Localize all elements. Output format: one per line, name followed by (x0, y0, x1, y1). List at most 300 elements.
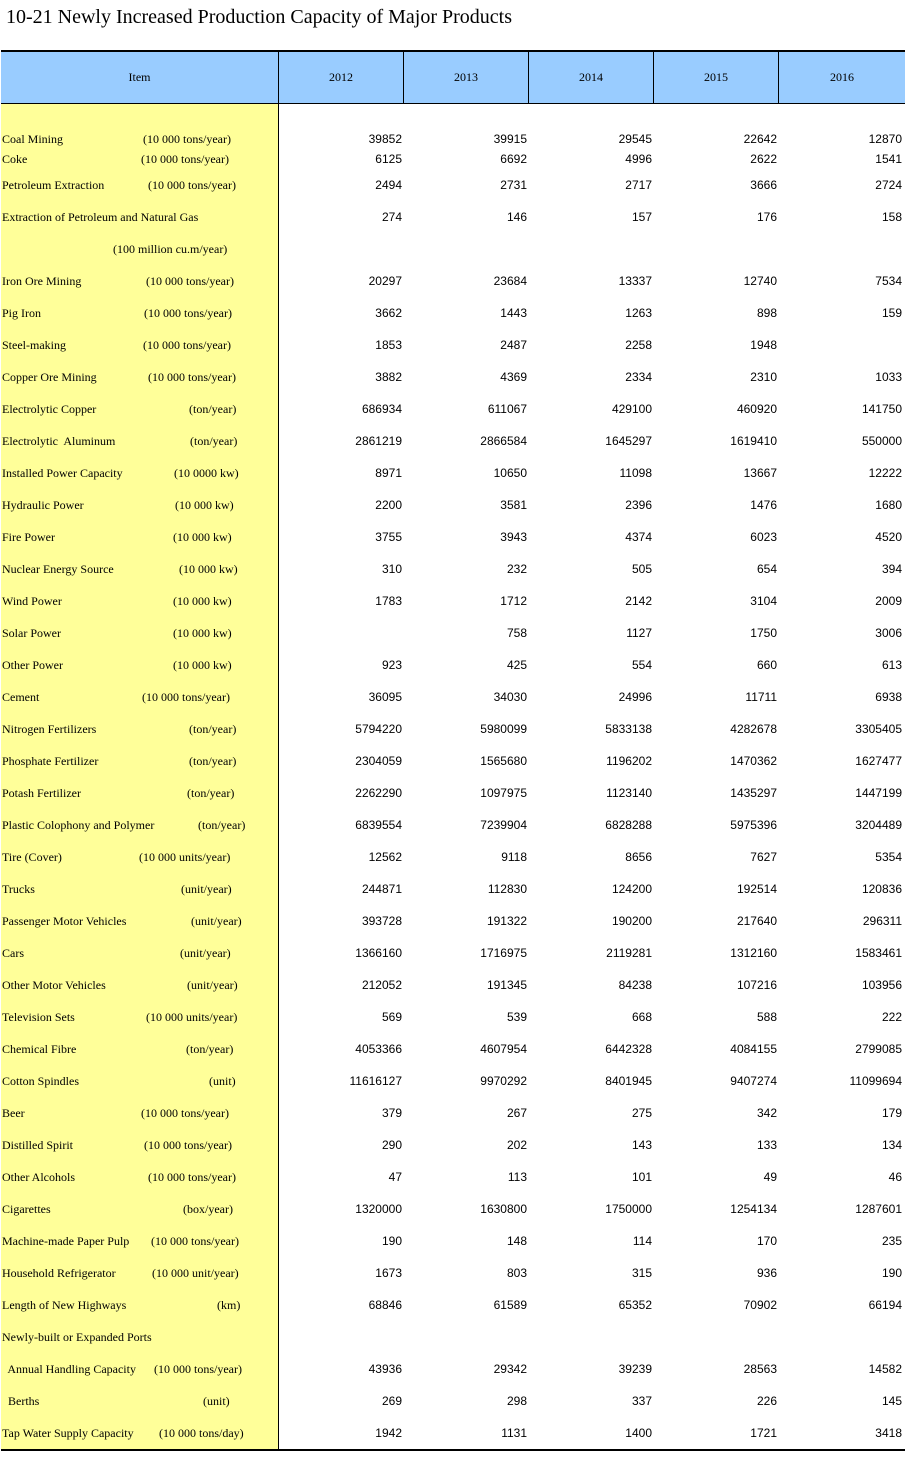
item-row (1, 1393, 278, 1409)
value-cell: 393728 (361, 914, 402, 928)
item-row (1, 369, 278, 385)
item-unit: (unit/year) (191, 914, 242, 928)
item-row (1, 1041, 278, 1057)
item-name: Cigarettes (2, 1202, 51, 1216)
item-row (1, 209, 278, 225)
item-name: Length of New Highways (2, 1298, 127, 1312)
value-cell: 12870 (868, 132, 902, 146)
item-row (1, 689, 278, 705)
item-row (1, 561, 278, 577)
value-cell: 11711 (745, 690, 777, 704)
item-row (1, 625, 278, 641)
item-unit: (ton/year) (189, 754, 237, 768)
value-cell: 8971 (375, 466, 402, 480)
value-cell: 2304059 (355, 754, 402, 768)
value-cell: 145 (881, 1394, 902, 1408)
value-cell: 6125 (375, 152, 402, 166)
value-cell: 2009 (875, 594, 902, 608)
item-name: Cement (2, 690, 40, 704)
value-cell: 275 (631, 1106, 652, 1120)
value-cell: 2494 (375, 178, 402, 192)
item-name: Coal Mining (2, 132, 64, 146)
item-name: Other Alcohols (2, 1170, 75, 1184)
table-row (279, 369, 905, 385)
item-unit: (km) (217, 1298, 241, 1312)
value-cell: 14582 (868, 1362, 902, 1376)
value-cell: 6828288 (605, 818, 652, 832)
table-row (279, 977, 905, 993)
value-cell: 6692 (500, 152, 527, 166)
table-row (279, 817, 905, 833)
table-row (279, 1041, 905, 1057)
value-cell: 28563 (743, 1362, 777, 1376)
item-unit: (10 000 tons/year) (143, 132, 231, 146)
table-row (279, 721, 905, 737)
item-name: Electrolytic Aluminum (2, 434, 116, 448)
item-unit: (ton/year) (186, 1042, 234, 1056)
item-unit: (unit) (203, 1394, 230, 1408)
item-unit: (10 000 kw) (179, 562, 238, 576)
value-cell: 2861219 (355, 434, 402, 448)
value-cell: 11616127 (349, 1074, 402, 1088)
item-name: Pig Iron (2, 306, 41, 320)
value-cell: 550000 (861, 434, 902, 448)
item-row (1, 1233, 278, 1249)
item-name: Household Refrigerator (2, 1266, 116, 1280)
table-row (279, 913, 905, 929)
table-row (279, 881, 905, 897)
value-cell: 143 (631, 1138, 652, 1152)
item-unit: (10 000 kw) (173, 530, 232, 544)
item-name: Chemical Fibre (2, 1042, 77, 1056)
value-cell: 68846 (368, 1298, 402, 1312)
value-cell: 1435297 (730, 786, 777, 800)
value-cell: 5833138 (605, 722, 652, 736)
value-cell: 8656 (625, 850, 652, 864)
item-unit: (10 000 kw) (173, 594, 232, 608)
item-row (1, 465, 278, 481)
value-cell: 267 (506, 1106, 527, 1120)
item-name: Electrolytic Copper (2, 402, 97, 416)
table-header (1, 52, 905, 104)
item-row (1, 1073, 278, 1089)
table-row (279, 1137, 905, 1153)
value-cell: 539 (506, 1010, 527, 1024)
value-cell: 65352 (618, 1298, 652, 1312)
value-cell: 4084155 (730, 1042, 777, 1056)
table-row (279, 465, 905, 481)
item-row (1, 881, 278, 897)
value-cell: 1750 (750, 626, 777, 640)
item-name: Cotton Spindles (2, 1074, 80, 1088)
table-row (279, 1361, 905, 1377)
value-cell: 1630800 (480, 1202, 527, 1216)
value-cell: 217640 (736, 914, 777, 928)
value-cell: 1716975 (480, 946, 527, 960)
value-cell: 2866584 (480, 434, 527, 448)
value-cell: 11098 (619, 466, 652, 480)
value-cell: 1127 (626, 626, 652, 640)
value-cell: 36095 (368, 690, 402, 704)
item-row (1, 945, 278, 961)
value-cell: 2334 (625, 370, 652, 384)
item-unit: (10 000 tons/year) (146, 274, 234, 288)
item-name: Other Motor Vehicles (2, 978, 106, 992)
value-cell: 3666 (750, 178, 777, 192)
item-unit: (10 000 tons/year) (148, 370, 236, 384)
value-cell: 5980099 (480, 722, 527, 736)
item-name: Cars (2, 946, 24, 960)
item-name: Plastic Colophony and Polymer (2, 818, 155, 832)
value-cell: 1254134 (730, 1202, 777, 1216)
value-cell: 298 (506, 1394, 527, 1408)
value-cell: 84238 (618, 978, 652, 992)
value-cell: 3581 (500, 498, 527, 512)
value-cell: 114 (632, 1234, 652, 1248)
value-cell: 176 (756, 210, 777, 224)
item-row (1, 529, 278, 545)
value-cell: 5354 (875, 850, 902, 864)
value-cell: 1033 (875, 370, 902, 384)
table-row (279, 1009, 905, 1025)
value-cell: 61589 (493, 1298, 527, 1312)
table-row (279, 305, 905, 321)
table-row (279, 1329, 905, 1345)
item-row (1, 337, 278, 353)
item-name: Trucks (2, 882, 35, 896)
value-cell: 192514 (736, 882, 777, 896)
table-row (279, 497, 905, 513)
table-row (279, 1201, 905, 1217)
value-cell: 158 (881, 210, 902, 224)
value-cell: 2799085 (855, 1042, 902, 1056)
value-cell: 113 (507, 1170, 527, 1184)
item-unit: (10 000 tons/year) (143, 338, 231, 352)
value-cell: 3418 (875, 1426, 902, 1440)
value-cell: 1627477 (855, 754, 902, 768)
table-row (279, 529, 905, 545)
value-cell: 29342 (493, 1362, 527, 1376)
item-name: Phosphate Fertilizer (2, 754, 99, 768)
value-cell: 3755 (375, 530, 402, 544)
item-name: Tap Water Supply Capacity (2, 1426, 134, 1440)
item-name: Steel-making (2, 338, 66, 352)
value-cell: 1750000 (605, 1202, 652, 1216)
item-row (1, 721, 278, 737)
item-name: Annual Handling Capacity (2, 1362, 136, 1376)
value-cell: 3662 (375, 306, 402, 320)
table-row (279, 1169, 905, 1185)
item-unit: (unit) (209, 1074, 236, 1088)
value-cell: 8401945 (605, 1074, 652, 1088)
value-cell: 39852 (368, 132, 402, 146)
value-cell: 39239 (618, 1362, 652, 1376)
table-row (279, 785, 905, 801)
value-cell: 170 (756, 1234, 777, 1248)
item-row (1, 1329, 278, 1345)
value-cell: 1476 (750, 498, 777, 512)
header-year: 2013 (404, 52, 529, 103)
value-cell: 4374 (625, 530, 652, 544)
value-cell: 7534 (875, 274, 902, 288)
item-name: Beer (2, 1106, 25, 1120)
value-cell: 613 (881, 658, 902, 672)
value-cell: 1400 (625, 1426, 652, 1440)
value-cell: 1565680 (480, 754, 527, 768)
item-name: Other Power (2, 658, 63, 672)
value-cell: 191345 (486, 978, 527, 992)
value-cell: 112830 (487, 882, 527, 896)
value-cell: 1645297 (605, 434, 652, 448)
item-row (1, 977, 278, 993)
value-cell: 936 (756, 1266, 777, 1280)
value-cell: 1541 (875, 152, 902, 166)
value-cell: 5975396 (730, 818, 777, 832)
value-cell: 803 (506, 1266, 527, 1280)
item-unit: (10 000 tons/year) (148, 178, 236, 192)
table-row (279, 131, 905, 147)
value-cell: 148 (506, 1234, 527, 1248)
value-cell: 3104 (750, 594, 777, 608)
value-cell: 429100 (611, 402, 652, 416)
item-name: Newly-built or Expanded Ports (2, 1330, 152, 1344)
item-name: Tire (Cover) (2, 850, 62, 864)
item-row (1, 305, 278, 321)
value-cell: 2142 (625, 594, 652, 608)
value-cell: 660 (756, 658, 777, 672)
value-cell: 1320000 (355, 1202, 402, 1216)
item-name: Fire Power (2, 530, 55, 544)
value-cell: 6938 (875, 690, 902, 704)
data-columns (279, 104, 905, 1449)
value-cell: 2310 (750, 370, 777, 384)
value-cell: 1583461 (855, 946, 902, 960)
item-row (1, 1137, 278, 1153)
item-unit: (10 000 tons/year) (142, 690, 230, 704)
value-cell: 569 (381, 1010, 402, 1024)
value-cell: 6839554 (355, 818, 402, 832)
value-cell: 133 (756, 1138, 777, 1152)
value-cell: 3204489 (855, 818, 902, 832)
value-cell: 1619410 (730, 434, 777, 448)
item-name: Television Sets (2, 1010, 75, 1024)
value-cell: 179 (881, 1106, 902, 1120)
value-cell: 6442328 (605, 1042, 652, 1056)
item-unit: (ton/year) (198, 818, 246, 832)
item-name: Iron Ore Mining (2, 274, 82, 288)
table-title: 10-21 Newly Increased Production Capacity of Major Products (6, 6, 512, 28)
item-unit: (box/year) (183, 1202, 233, 1216)
header-year: 2015 (654, 52, 779, 103)
value-cell: 43936 (368, 1362, 402, 1376)
value-cell: 6023 (750, 530, 777, 544)
value-cell: 2487 (500, 338, 527, 352)
value-cell: 107216 (736, 978, 777, 992)
value-cell: 611067 (487, 402, 527, 416)
header-year: 2014 (529, 52, 654, 103)
item-name: Nitrogen Fertilizers (2, 722, 97, 736)
item-row (1, 753, 278, 769)
item-name: Solar Power (2, 626, 61, 640)
item-unit: (10 000 tons/year) (141, 1106, 229, 1120)
value-cell: 124200 (611, 882, 652, 896)
table-row (279, 151, 905, 167)
item-unit: (ton/year) (189, 402, 237, 416)
value-cell: 46 (888, 1170, 902, 1184)
table-row (279, 593, 905, 609)
item-unit: (10 000 tons/year) (144, 306, 232, 320)
item-unit: (10 000 tons/year) (144, 1138, 232, 1152)
value-cell: 923 (381, 658, 402, 672)
table-row (279, 1297, 905, 1313)
item-row (1, 817, 278, 833)
table-row (279, 433, 905, 449)
item-row (1, 1361, 278, 1377)
header-year: 2012 (279, 52, 404, 103)
value-cell: 1783 (375, 594, 402, 608)
value-cell: 34030 (493, 690, 527, 704)
table-row (279, 1425, 905, 1441)
value-cell: 134 (881, 1138, 902, 1152)
item-unit: (10 000 kw) (173, 658, 232, 672)
item-unit: (10 000 units/year) (139, 850, 231, 864)
table-row (279, 625, 905, 641)
item-name: Copper Ore Mining (2, 370, 97, 384)
value-cell: 29545 (618, 132, 652, 146)
value-cell: 2396 (625, 498, 652, 512)
value-cell: 3006 (875, 626, 902, 640)
item-name: Distilled Spirit (2, 1138, 74, 1152)
value-cell: 24996 (618, 690, 652, 704)
value-cell: 4520 (875, 530, 902, 544)
item-row (1, 1425, 278, 1441)
item-unit: (ton/year) (190, 434, 238, 448)
value-cell: 49 (763, 1170, 777, 1184)
value-cell: 190 (881, 1266, 902, 1280)
value-cell: 2622 (750, 152, 777, 166)
item-row (1, 1009, 278, 1025)
header-item: Item (1, 52, 279, 103)
item-name: Hydraulic Power (2, 498, 84, 512)
item-unit: (ton/year) (189, 722, 237, 736)
item-unit: (10 000 kw) (173, 626, 232, 640)
item-row (1, 785, 278, 801)
value-cell: 1366160 (355, 946, 402, 960)
value-cell: 1131 (501, 1426, 527, 1440)
value-cell: 2724 (875, 178, 902, 192)
value-cell: 159 (881, 306, 902, 320)
item-unit: (10 000 unit/year) (152, 1266, 239, 1280)
value-cell: 9970292 (480, 1074, 527, 1088)
item-unit: (10 000 tons/year) (141, 152, 229, 166)
item-unit: (10 000 tons/year) (151, 1234, 239, 1248)
item-unit: (100 million cu.m/year) (113, 242, 228, 256)
value-cell: 4369 (500, 370, 527, 384)
value-cell: 191322 (486, 914, 527, 928)
value-cell: 226 (756, 1394, 777, 1408)
value-cell: 4053366 (355, 1042, 402, 1056)
value-cell: 190 (381, 1234, 402, 1248)
value-cell: 141750 (861, 402, 902, 416)
value-cell: 269 (381, 1394, 402, 1408)
value-cell: 157 (631, 210, 652, 224)
value-cell: 1447199 (855, 786, 902, 800)
value-cell: 1287601 (855, 1202, 902, 1216)
item-row (1, 433, 278, 449)
value-cell: 244871 (361, 882, 402, 896)
value-cell: 222 (881, 1010, 902, 1024)
item-name: Extraction of Petroleum and Natural Gas (2, 210, 199, 224)
value-cell: 1673 (375, 1266, 402, 1280)
table-row (279, 1265, 905, 1281)
item-unit: (10 000 kw) (175, 498, 234, 512)
value-cell: 13337 (618, 274, 652, 288)
value-cell: 12740 (743, 274, 777, 288)
value-cell: 3305405 (855, 722, 902, 736)
table-row (279, 241, 905, 257)
item-row (1, 1265, 278, 1281)
value-cell: 379 (381, 1106, 402, 1120)
value-cell: 212052 (361, 978, 402, 992)
value-cell: 3882 (375, 370, 402, 384)
item-name: Installed Power Capacity (2, 466, 123, 480)
value-cell: 1123140 (606, 786, 652, 800)
item-unit: (10 000 units/year) (146, 1010, 238, 1024)
value-cell: 232 (506, 562, 527, 576)
item-row (1, 1201, 278, 1217)
value-cell: 202 (506, 1138, 527, 1152)
value-cell: 70902 (743, 1298, 777, 1312)
item-row (1, 131, 278, 147)
value-cell: 3943 (500, 530, 527, 544)
value-cell: 120836 (861, 882, 902, 896)
value-cell: 296311 (862, 914, 902, 928)
item-name: Potash Fertilizer (2, 786, 81, 800)
value-cell: 2731 (500, 178, 527, 192)
item-name: Coke (2, 152, 28, 166)
value-cell: 1470362 (730, 754, 777, 768)
value-cell: 1263 (625, 306, 652, 320)
value-cell: 1721 (750, 1426, 777, 1440)
item-name: Nuclear Energy Source (2, 562, 114, 576)
item-unit: (unit/year) (187, 978, 238, 992)
value-cell: 101 (631, 1170, 652, 1184)
table-row (279, 657, 905, 673)
table-row (279, 401, 905, 417)
value-cell: 2119281 (606, 946, 652, 960)
table-row (279, 689, 905, 705)
value-cell: 290 (381, 1138, 402, 1152)
value-cell: 310 (381, 562, 402, 576)
value-cell: 11099694 (849, 1074, 902, 1088)
table-row (279, 1233, 905, 1249)
value-cell: 425 (506, 658, 527, 672)
value-cell: 758 (506, 626, 527, 640)
value-cell: 235 (881, 1234, 902, 1248)
table-row (279, 273, 905, 289)
value-cell: 4607954 (480, 1042, 527, 1056)
value-cell: 7239904 (480, 818, 527, 832)
value-cell: 39915 (493, 132, 527, 146)
table-row (279, 177, 905, 193)
value-cell: 9407274 (730, 1074, 777, 1088)
item-unit: (10 000 tons/year) (154, 1362, 242, 1376)
value-cell: 898 (756, 306, 777, 320)
table-row (279, 1073, 905, 1089)
value-cell: 1443 (500, 306, 527, 320)
table-row (279, 337, 905, 353)
item-row (1, 497, 278, 513)
